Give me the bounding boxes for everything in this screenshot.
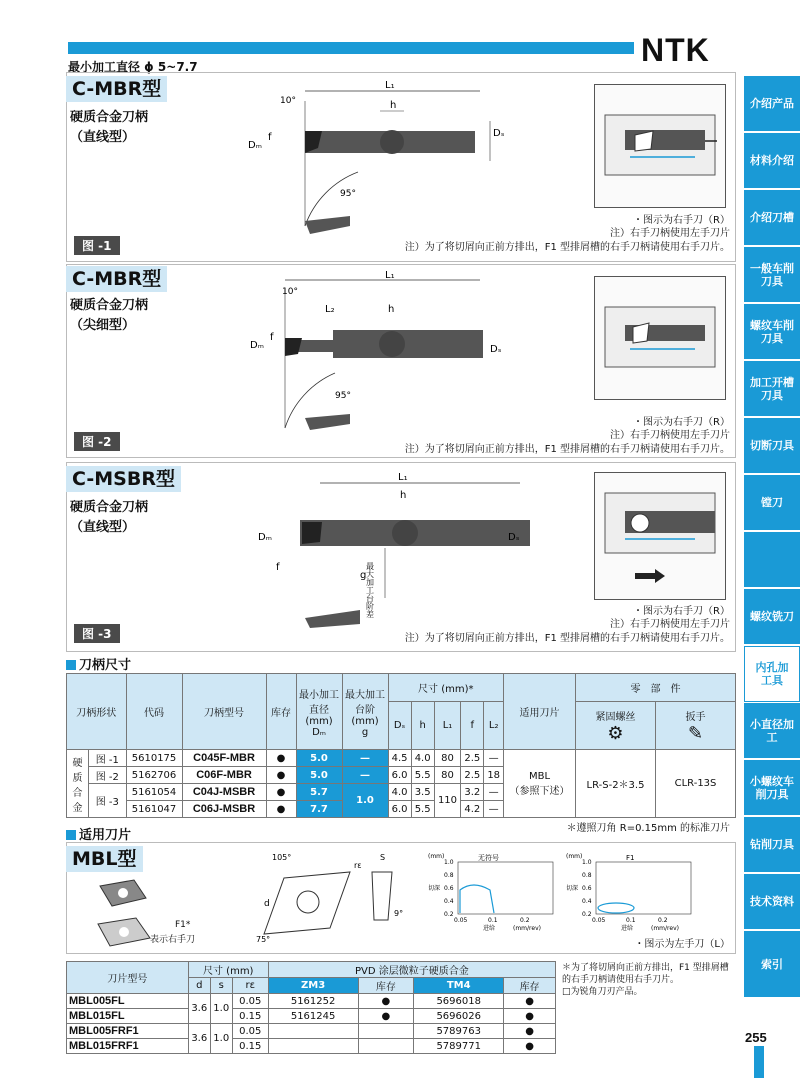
table-cell: ● xyxy=(504,994,556,1009)
chart-1-yticks xyxy=(444,859,454,918)
mbl-insert-drawing xyxy=(252,850,422,942)
panel-1-inset xyxy=(594,84,726,208)
table-cell xyxy=(268,1039,358,1054)
chart-1-ytick: 0.8 xyxy=(444,872,454,879)
panel-3-fig-label: 图 -3 xyxy=(74,624,120,643)
chart-2-yunit: (mm) xyxy=(566,853,583,860)
mbl-note: ・图示为左手刀（L） xyxy=(634,939,730,950)
table-cell: 库存 xyxy=(358,978,414,994)
table-cell: d xyxy=(188,978,210,994)
panel-2-note-3: 注）为了将切屑向正前方排出，F1 型排屑槽的右手刀柄请使用右手刀片。 xyxy=(404,444,730,455)
th-insert-model: 刀片型号 xyxy=(67,962,189,994)
panel-1-r: 95° xyxy=(340,189,356,199)
panel-2-ds: Dₛ xyxy=(490,344,502,355)
table-cell: MBL015FL xyxy=(67,1009,189,1024)
chart-1 xyxy=(428,850,558,932)
table-cell: ● xyxy=(358,994,414,1009)
table-cell: ● xyxy=(358,1009,414,1024)
th-wrench: 扳手 ✎ xyxy=(656,702,736,750)
table-cell: 5162706 xyxy=(126,767,182,784)
insert-notes: ＊为了将切屑向正前方排出，F1 型排屑槽 的右手刀柄请使用右手刀片。 □为锐角刀刃产品。 xyxy=(562,963,729,997)
panel-3-ds: Dₛ xyxy=(508,532,520,543)
panel-2-h: h xyxy=(388,304,395,315)
insert-section-title: 适用刀片 xyxy=(66,824,131,843)
table-cell: — xyxy=(484,784,504,801)
table-cell: — xyxy=(342,767,388,784)
panel-1-fig-label: 图 -1 xyxy=(74,236,120,255)
panel-3-type: C-MSBR型 xyxy=(66,466,181,492)
table-cell: ZM3 xyxy=(268,978,358,994)
table-cell: MBL015FRF1 xyxy=(67,1039,189,1054)
panel-3-g-note: 最大加工台阶差 xyxy=(365,562,375,618)
table-cell: 1.0 xyxy=(342,784,388,818)
panel-1-sub1: 硬质合金刀柄 xyxy=(70,110,149,125)
table-cell: 5.7 xyxy=(296,784,342,801)
panel-3-sub1: 硬质合金刀柄 xyxy=(70,500,149,515)
panel-1-dm: Dₘ xyxy=(248,140,262,151)
panel-2-l2: L₂ xyxy=(325,304,335,315)
panel-2-f: f xyxy=(270,332,274,343)
table-cell: C045F-MBR xyxy=(182,750,266,767)
panel-3-g: g xyxy=(360,570,367,581)
page-number: 255 xyxy=(745,1030,767,1045)
table-cell: 4.2 xyxy=(461,801,484,818)
insert-row xyxy=(67,1039,556,1054)
chart-2-xlabel: 进给 xyxy=(621,925,634,932)
table-cell: 1.0 xyxy=(210,994,232,1024)
sidebar-item[interactable]: 介绍产品 xyxy=(744,76,800,132)
panel-1-l1: L₁ xyxy=(385,80,395,91)
panel-3-note-2: 注）右手刀柄使用左手刀片 xyxy=(610,619,730,630)
table-cell: ● xyxy=(266,750,296,767)
chart-1-xtick: 0.2 xyxy=(520,917,530,924)
sidebar-item[interactable]: 切断刀具 xyxy=(744,418,800,474)
table-cell: 3.6 xyxy=(188,994,210,1024)
insert-cell: MBL （参照下述） xyxy=(504,750,576,818)
table-cell: MBL005FRF1 xyxy=(67,1024,189,1039)
table-cell: 图 -2 xyxy=(89,767,127,784)
sidebar-item[interactable]: 材料介绍 xyxy=(744,133,800,189)
mbl-title: MBL型 xyxy=(66,846,143,872)
mbl-s: S xyxy=(380,853,386,862)
chart-2-xunit: (mm/rev) xyxy=(651,925,679,932)
table-cell: 5789771 xyxy=(414,1039,504,1054)
table-cell: 7.7 xyxy=(296,801,342,818)
table-cell: 4.0 xyxy=(411,750,434,767)
sidebar-item[interactable]: 加工开槽刀具 xyxy=(744,361,800,417)
table-cell: 3.6 xyxy=(188,1024,210,1054)
th-parts: 零 部 件 xyxy=(576,674,736,702)
chart-2-ytick: 0.6 xyxy=(582,885,592,892)
table-cell: 2.5 xyxy=(461,767,484,784)
table-cell: — xyxy=(484,801,504,818)
panel-2-l1: L₁ xyxy=(385,270,395,281)
panel-3-dm: Dₘ xyxy=(258,532,272,543)
panel-2-note-1: ・图示为右手刀（R） xyxy=(633,417,730,428)
sidebar-item[interactable]: 介绍刀槽 xyxy=(744,190,800,246)
table-cell: 5161252 xyxy=(268,994,358,1009)
insert-row xyxy=(67,994,556,1009)
chart-1-title: 无符号 xyxy=(478,854,499,862)
panel-2-note-2: 注）右手刀柄使用左手刀片 xyxy=(610,430,730,441)
th-screw: 紧固螺丝 ⚙ xyxy=(576,702,656,750)
chart-1-ytick: 0.6 xyxy=(444,885,454,892)
sidebar xyxy=(744,76,800,998)
panel-1-note-2: 注）右手刀柄使用左手刀片 xyxy=(610,228,730,239)
th-insert-dim: 尺寸 (mm) xyxy=(188,962,268,978)
panel-2-angle: 10° xyxy=(282,287,298,297)
table-cell: s xyxy=(210,978,232,994)
table-cell: ● xyxy=(504,1009,556,1024)
table-cell: 5.5 xyxy=(411,801,434,818)
insert-row xyxy=(67,1009,556,1024)
panel-1-ds: Dₛ xyxy=(493,128,505,139)
panel-2-sub1: 硬质合金刀柄 xyxy=(70,298,149,313)
table-cell: 5.0 xyxy=(296,767,342,784)
sidebar-item[interactable]: 技术资料 xyxy=(744,874,800,930)
table-cell: 80 xyxy=(434,767,461,784)
panel-2-drawing xyxy=(240,268,540,438)
table-cell: 5161245 xyxy=(268,1009,358,1024)
panel-3-note-3: 注）为了将切屑向正前方排出，F1 型排屑槽的右手刀柄请使用右手刀片。 xyxy=(404,633,730,644)
table-cell: 5789763 xyxy=(414,1024,504,1039)
sidebar-item[interactable]: 小螺纹车削刀具 xyxy=(744,760,800,816)
table-cell: 6.0 xyxy=(388,767,411,784)
chart-2-xtick: 0.1 xyxy=(626,917,636,924)
chart-1-xtick: 0.1 xyxy=(488,917,498,924)
th-model: 刀柄型号 xyxy=(182,674,266,750)
th-code: 代码 xyxy=(126,674,182,750)
insert-table xyxy=(66,961,556,1054)
panel-3-f: f xyxy=(276,562,280,573)
panel-3-sub2: （直线型） xyxy=(70,520,136,535)
panel-1-angle: 10° xyxy=(280,96,296,106)
th-h: h xyxy=(411,702,434,750)
chart-2-title: F1 xyxy=(626,854,635,862)
table-cell: MBL005FL xyxy=(67,994,189,1009)
holder-footnote: ＊遵照刀角 R=0.15mm 的标准刀片 xyxy=(566,823,730,834)
chart-2-xtick: 0.05 xyxy=(592,917,606,924)
mbl-f1-label: F1* xyxy=(175,920,191,930)
sidebar-item[interactable] xyxy=(744,532,800,588)
th-insert: 适用刀片 xyxy=(504,674,576,750)
th-pvd: PVD 涂层微粒子硬质合金 xyxy=(268,962,555,978)
chart-2-ytick: 1.0 xyxy=(582,859,592,866)
chart-2-ytick: 0.8 xyxy=(582,872,592,879)
table-cell: ● xyxy=(266,801,296,818)
table-cell: 2.5 xyxy=(461,750,484,767)
table-cell: 5610175 xyxy=(126,750,182,767)
table-cell: 0.15 xyxy=(232,1009,268,1024)
th-l1: L₁ xyxy=(434,702,461,750)
panel-2-r: 95° xyxy=(335,391,351,401)
panel-3-inset xyxy=(594,472,726,600)
th-ds: Dₛ xyxy=(388,702,411,750)
page-tab xyxy=(754,1046,764,1078)
sidebar-item[interactable]: 螺纹车削刀具 xyxy=(744,304,800,360)
table-cell: 图 -3 xyxy=(89,784,127,818)
table-cell: 0.15 xyxy=(232,1039,268,1054)
table-cell: C06F-MBR xyxy=(182,767,266,784)
chart-2-xtick: 0.2 xyxy=(658,917,668,924)
table-cell: rε xyxy=(232,978,268,994)
holder-section-title: 刀柄尺寸 xyxy=(66,654,131,673)
table-cell: 图 -1 xyxy=(89,750,127,767)
th-dim: 尺寸 (mm)* xyxy=(388,674,503,702)
th-min: 最小加工直径 (mm) Dₘ xyxy=(296,674,342,750)
panel-2-fig-label: 图 -2 xyxy=(74,432,120,451)
table-cell: 4.0 xyxy=(388,784,411,801)
th-f: f xyxy=(461,702,484,750)
group-label: 硬质合金 xyxy=(67,750,89,818)
sidebar-item[interactable]: 镗刀 xyxy=(744,475,800,531)
table-cell: 5.5 xyxy=(411,767,434,784)
table-cell: ● xyxy=(266,784,296,801)
th-shape: 刀柄形状 xyxy=(67,674,127,750)
table-cell xyxy=(268,1024,358,1039)
table-cell: 110 xyxy=(434,784,461,818)
sidebar-item[interactable]: 一般车削刀具 xyxy=(744,247,800,303)
brand-logo: NTK xyxy=(641,32,710,68)
table-cell: TM4 xyxy=(414,978,504,994)
panel-2-type: C-MBR型 xyxy=(66,266,167,292)
panel-1-type: C-MBR型 xyxy=(66,76,167,102)
th-l2: L₂ xyxy=(484,702,504,750)
sidebar-item[interactable]: 小直径加工 xyxy=(744,703,800,759)
chart-1-xunit: (mm/rev) xyxy=(513,925,541,932)
sidebar-item[interactable]: 螺纹铣刀 xyxy=(744,589,800,645)
table-cell: 5696026 xyxy=(414,1009,504,1024)
header-bar xyxy=(68,42,634,54)
chart-2-ytick: 0.4 xyxy=(582,898,592,905)
panel-1-f: f xyxy=(268,132,272,143)
table-cell: ● xyxy=(266,767,296,784)
mbl-angle-bottom: 75° xyxy=(256,935,271,942)
holder-table xyxy=(66,673,736,818)
chart-1-ytick: 0.2 xyxy=(444,911,454,918)
table-cell xyxy=(358,1024,414,1039)
sidebar-item[interactable]: 钻削刀具 xyxy=(744,817,800,873)
sidebar-item-active[interactable]: 内孔加工具 xyxy=(744,646,800,702)
panel-3-drawing xyxy=(250,468,540,638)
chart-1-xtick: 0.05 xyxy=(454,917,468,924)
mbl-f1-note: 表示右手刀 xyxy=(150,935,196,945)
panel-2-sub2: （尖细型） xyxy=(70,318,136,333)
table-cell: 3.5 xyxy=(411,784,434,801)
chart-2-ylabel: 切深 xyxy=(566,885,579,892)
chart-1-ytick: 0.4 xyxy=(444,898,454,905)
panel-3-h: h xyxy=(400,490,407,501)
table-cell: 5696018 xyxy=(414,994,504,1009)
table-cell: 3.2 xyxy=(461,784,484,801)
panel-1-sub2: （直线型） xyxy=(70,130,136,145)
table-cell xyxy=(358,1039,414,1054)
chart-2 xyxy=(566,850,696,932)
wrench-cell: CLR-13S xyxy=(656,750,736,818)
mbl-d: d xyxy=(264,899,270,909)
table-cell: C04J-MSBR xyxy=(182,784,266,801)
mbl-re: rε xyxy=(354,861,362,870)
th-stock: 库存 xyxy=(266,674,296,750)
insert-row xyxy=(67,1024,556,1039)
table-cell: C06J-MSBR xyxy=(182,801,266,818)
table-cell: 80 xyxy=(434,750,461,767)
panel-1-note-1: ・图示为右手刀（R） xyxy=(633,215,730,226)
panel-3-note-1: ・图示为右手刀（R） xyxy=(633,606,730,617)
panel-2-inset xyxy=(594,276,726,400)
th-max: 最大加工台阶 (mm) g xyxy=(342,674,388,750)
chart-1-ytick: 1.0 xyxy=(444,859,454,866)
chart-1-yunit: (mm) xyxy=(428,853,445,860)
mbl-chip-angle: 9° xyxy=(394,909,404,918)
holder-row xyxy=(67,750,736,767)
screw-cell: LR-S-2＊3.5 xyxy=(576,750,656,818)
table-cell: 0.05 xyxy=(232,994,268,1009)
panel-3-l1: L₁ xyxy=(398,472,408,483)
chart-2-ytick: 0.2 xyxy=(582,911,592,918)
table-cell: 6.0 xyxy=(388,801,411,818)
table-cell: 0.05 xyxy=(232,1024,268,1039)
table-cell: ● xyxy=(504,1024,556,1039)
table-cell: 5161054 xyxy=(126,784,182,801)
min-diameter-label: 最小加工直径 ϕ 5~7.7 xyxy=(68,60,198,74)
table-cell: — xyxy=(484,750,504,767)
table-cell: 5.0 xyxy=(296,750,342,767)
chart-1-xlabel: 进给 xyxy=(483,925,496,932)
table-cell: ● xyxy=(504,1039,556,1054)
table-cell: — xyxy=(342,750,388,767)
panel-2-dm: Dₘ xyxy=(250,340,264,351)
panel-1-h: h xyxy=(390,100,397,111)
table-cell: 18 xyxy=(484,767,504,784)
sidebar-item[interactable]: 索引 xyxy=(744,931,800,998)
table-cell: 5161047 xyxy=(126,801,182,818)
panel-1-drawing xyxy=(240,76,540,246)
chart-1-ylabel: 切深 xyxy=(428,885,441,892)
table-cell: 1.0 xyxy=(210,1024,232,1054)
table-cell: 4.5 xyxy=(388,750,411,767)
table-cell: 库存 xyxy=(504,978,556,994)
mbl-angle-top: 105° xyxy=(272,853,292,862)
panel-1-note-3: 注）为了将切屑向正前方排出，F1 型排屑槽的右手刀柄请使用右手刀片。 xyxy=(404,242,730,253)
